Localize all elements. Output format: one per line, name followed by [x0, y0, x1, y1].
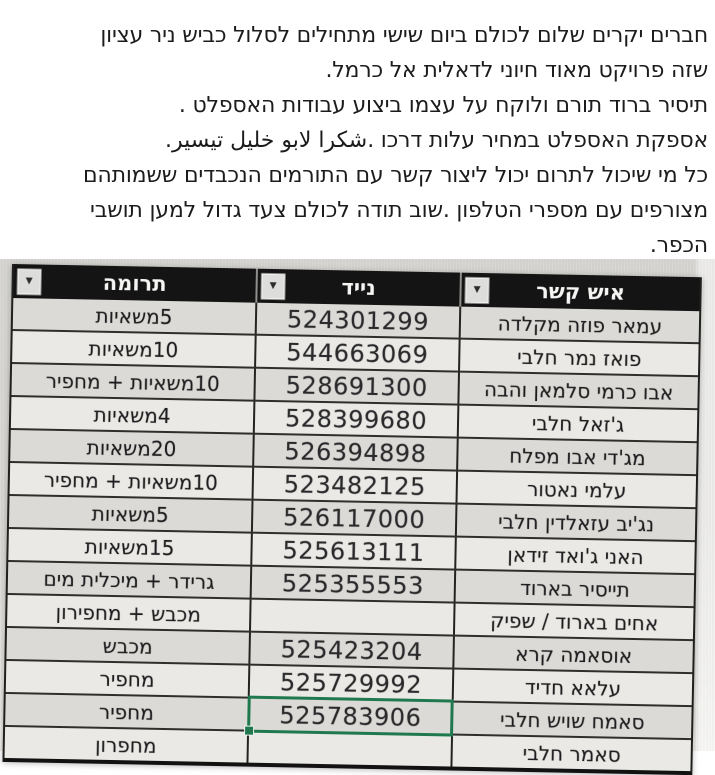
donation-cell[interactable]: 15משאיות	[84, 533, 175, 560]
contact-cell[interactable]: סאמח שויש חלבי	[499, 706, 645, 734]
announcement-line: אספקת האספלט במחיר עלות דרכו .شكرا لابو خليل تيسير.	[165, 128, 708, 153]
donation-cell[interactable]: 5משאיות	[95, 303, 173, 329]
contact-cell[interactable]: אבו כרמי סלמאן והבה	[483, 376, 674, 405]
phone-cell[interactable]: 525783906	[247, 699, 454, 734]
header-label-donation: תרומה	[102, 270, 167, 296]
table-body	[5, 298, 700, 771]
contact-cell[interactable]: עלמי נאטור	[526, 476, 627, 503]
spreadsheet-photo	[0, 259, 715, 767]
donation-cell[interactable]: 4משאיות	[93, 402, 171, 428]
phone-cell[interactable]: 523482125	[252, 468, 459, 503]
donation-cell[interactable]: מחפרון	[94, 732, 157, 758]
spreadsheet-table	[2, 264, 701, 775]
phone-cell[interactable]: 526117000	[251, 501, 458, 536]
header-label-phone: נייד	[341, 275, 376, 300]
contact-cell[interactable]: עלאא חדיד	[524, 674, 622, 701]
filter-dropdown-button[interactable]	[464, 277, 490, 304]
contact-cell[interactable]: אוסאמה קרא	[514, 641, 633, 668]
contact-cell[interactable]: נג'יב עזאלדין חלבי	[497, 508, 655, 536]
donation-cell[interactable]: גרידר + מיכלית מים	[43, 566, 215, 594]
chevron-down-icon: ▼	[269, 280, 277, 292]
filter-dropdown-button[interactable]	[16, 268, 42, 295]
phone-cell[interactable]: 525423204	[248, 633, 455, 668]
donation-cell[interactable]: 10משאיות	[88, 335, 179, 362]
announcement-line: מצורפים עם מספרי הטלפון .שוב תודה לכולם צעד גדול למען תושבי	[90, 198, 708, 223]
contact-cell[interactable]: אחים בארוד / שפיק	[490, 607, 659, 635]
phone-cell[interactable]	[246, 732, 453, 767]
chevron-down-icon: ▼	[473, 284, 481, 295]
contact-cell[interactable]: עמאר פוזה מקלדה	[497, 310, 663, 338]
donation-cell[interactable]: 10משאיות + מחפיר	[45, 368, 220, 396]
donation-cell[interactable]: מכבש + מחפירון	[55, 599, 202, 627]
fill-handle[interactable]	[244, 726, 254, 736]
phone-cell[interactable]: 544663069	[254, 336, 461, 371]
donation-cell[interactable]: מחפיר	[99, 666, 155, 692]
contact-cell[interactable]: ג'זאל חלבי	[531, 410, 625, 437]
announcement-text	[6, 18, 708, 263]
filter-dropdown-button[interactable]	[260, 273, 286, 300]
announcement-line: חברים יקרים שלום לכולם ביום שישי מתחילים לסלול כביש ניר עציון	[100, 23, 708, 48]
chevron-down-icon: ▼	[25, 276, 33, 287]
announcement-line: תיסיר ברוד תורם ולוקח על עצמו ביצוע עבודות האספלט .	[178, 93, 708, 118]
donation-cell[interactable]: מחפיר	[98, 699, 155, 725]
phone-cell[interactable]: 526394898	[252, 435, 459, 470]
contact-cell[interactable]: סאמר חלבי	[522, 740, 621, 767]
header-cell-phone	[255, 269, 460, 307]
phone-cell[interactable]: 525729992	[248, 666, 455, 701]
phone-cell[interactable]	[249, 600, 456, 635]
contact-cell[interactable]: תייסיר בארוד	[519, 575, 630, 602]
phone-cell[interactable]: 528399680	[253, 402, 460, 437]
donation-cell[interactable]: 5משאיות	[91, 501, 169, 527]
selected-cell-border	[247, 696, 454, 737]
donation-cell[interactable]: מכבש	[102, 633, 153, 659]
announcement-line: הכפר.	[649, 233, 708, 258]
donation-cell[interactable]: 10משאיות + מחפיר	[43, 467, 219, 495]
phone-cell[interactable]: 525613111	[250, 534, 457, 569]
phone-cell[interactable]: 525355553	[250, 567, 457, 602]
donation-cell[interactable]: 20משאיות	[86, 434, 177, 461]
contact-cell[interactable]: פואז נמר חלבי	[516, 344, 642, 371]
announcement-line: כל מי שיכול לתרום יכול ליצור קשר עם התורמים הנכבדים ששמותהם	[83, 163, 708, 188]
announcement-line: שזה פרויקט מאוד חיוני לדאלית אל כרמל.	[325, 58, 708, 83]
header-cell-contact	[459, 273, 700, 312]
contact-cell[interactable]: מג'די אבו מפלח	[509, 443, 646, 470]
header-label-contact: איש קשר	[535, 279, 626, 305]
header-cell-donation	[13, 264, 256, 303]
phone-cell[interactable]: 528691300	[253, 369, 460, 404]
contact-cell[interactable]: האני ג'ואד זידאן	[507, 542, 644, 569]
phone-cell[interactable]: 524301299	[255, 303, 462, 338]
